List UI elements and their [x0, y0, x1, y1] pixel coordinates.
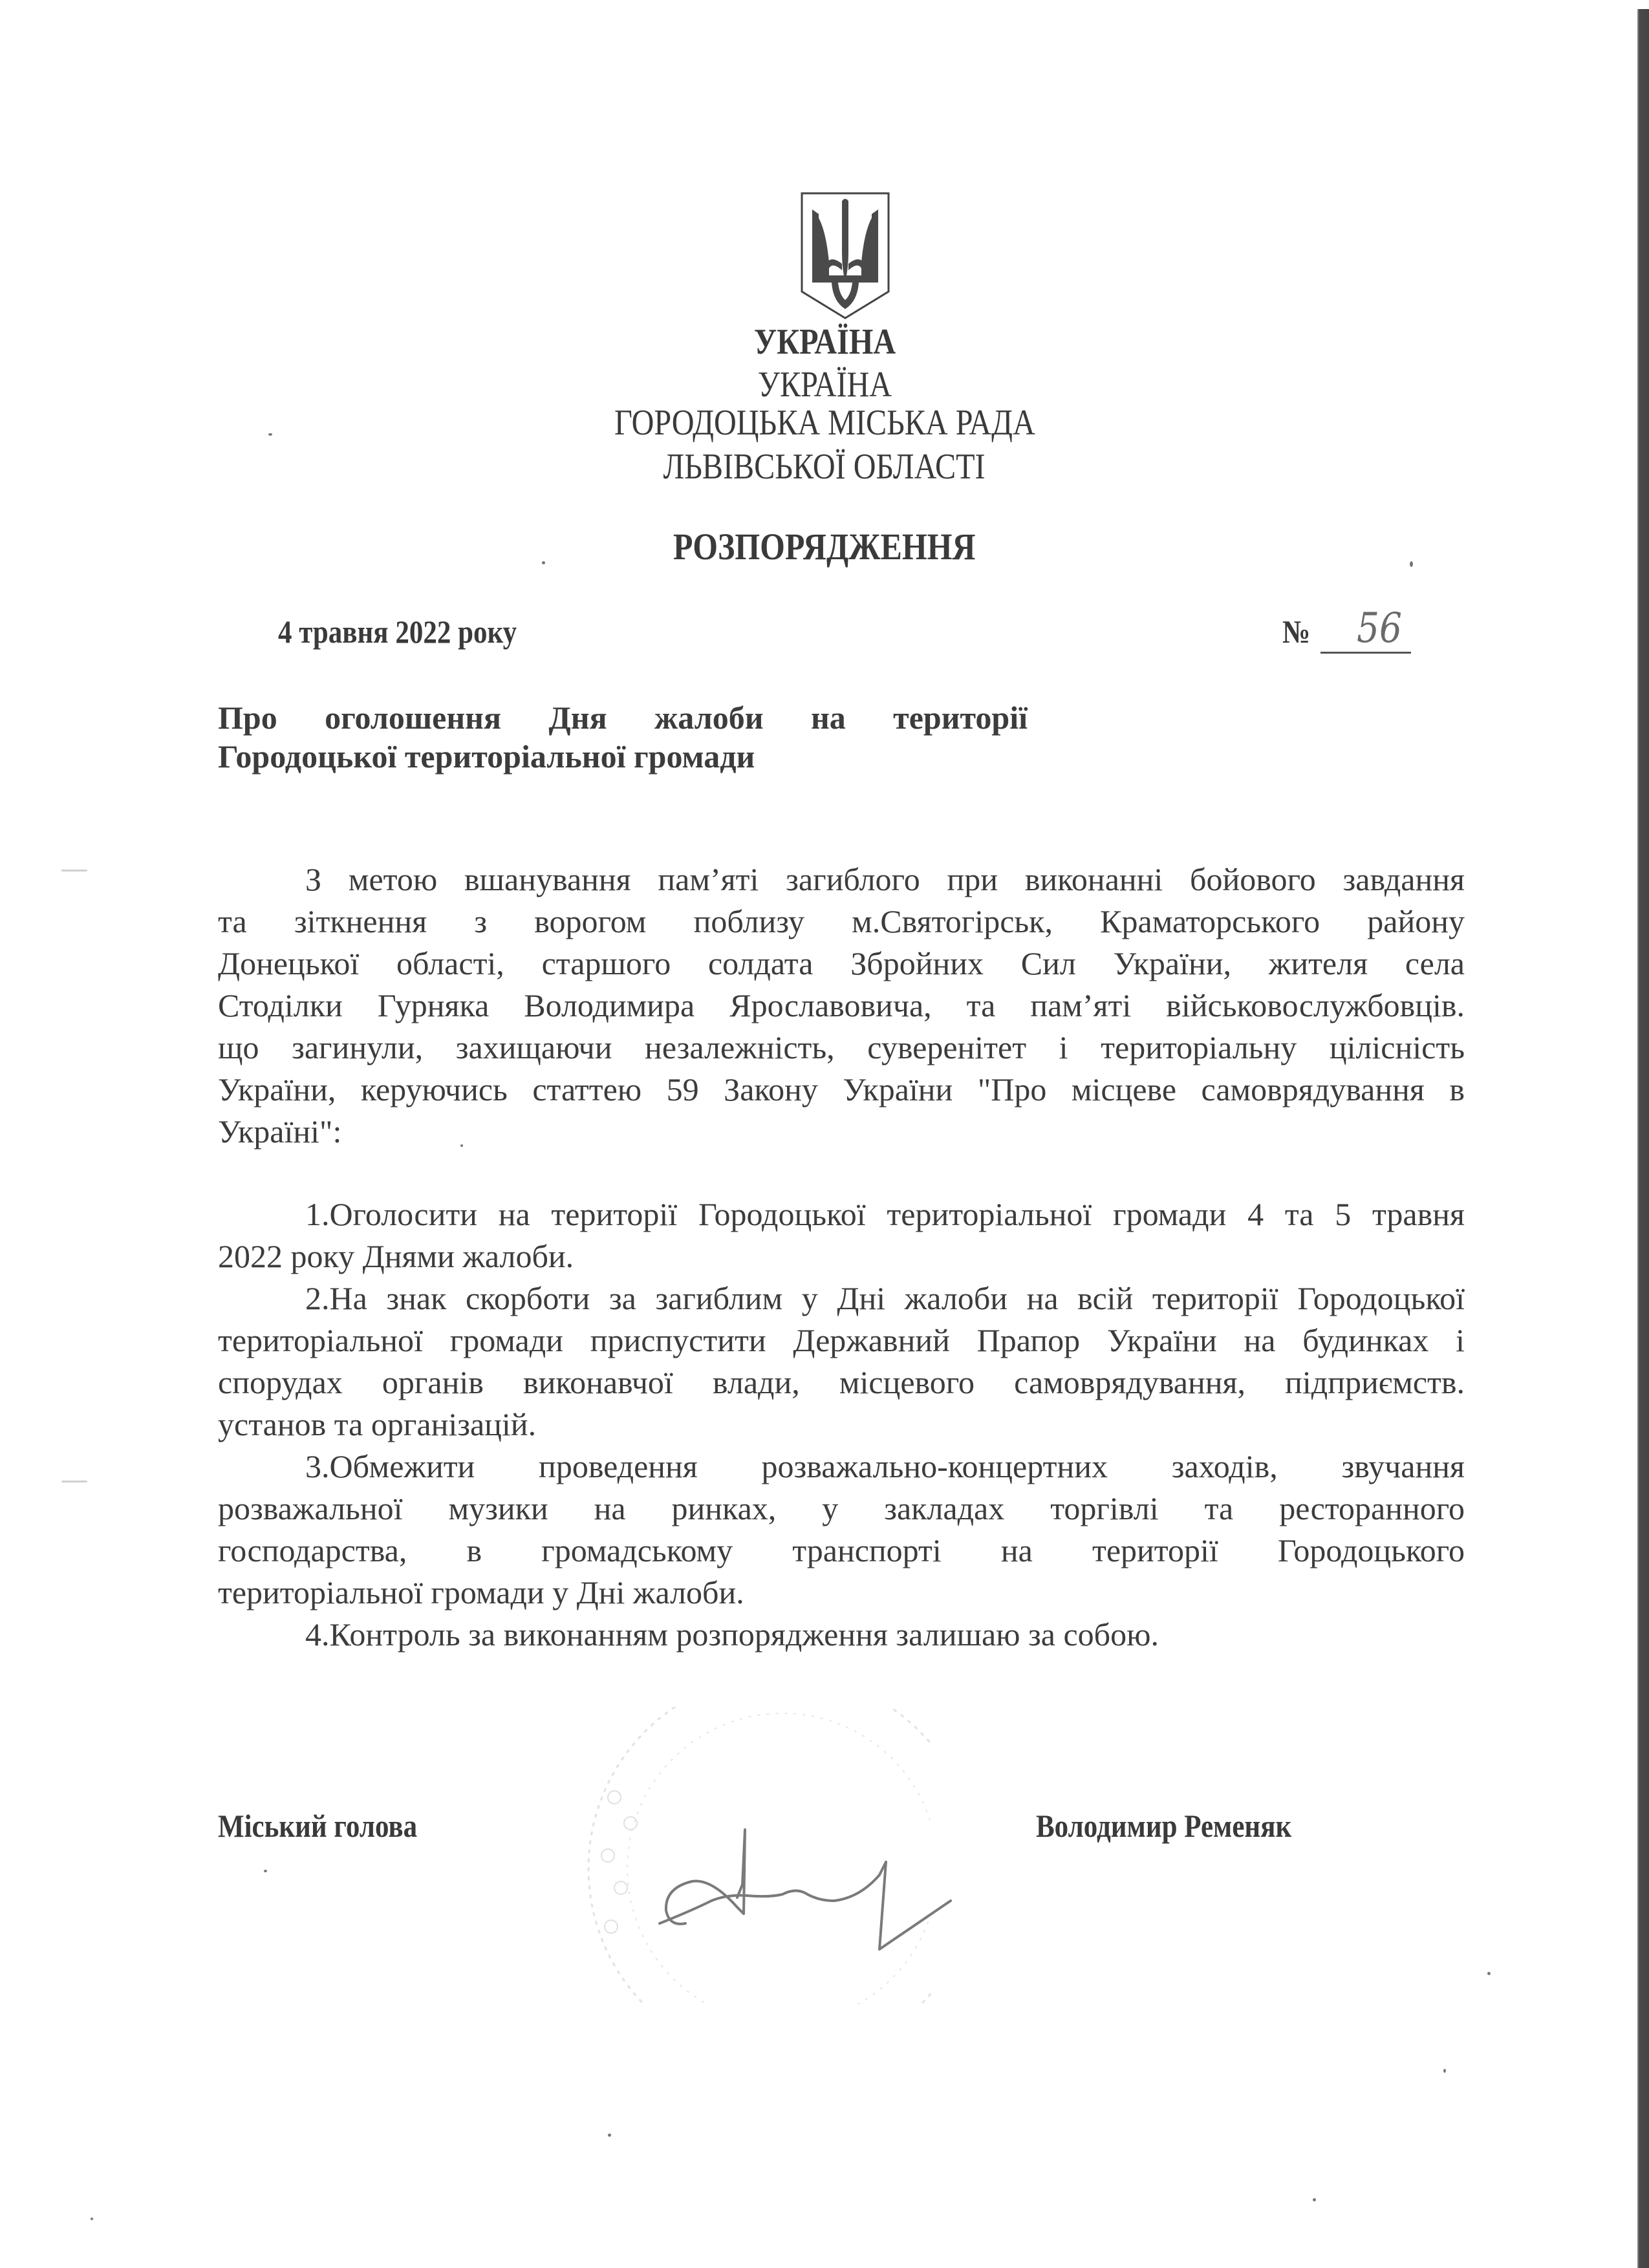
document-number-label: №	[1282, 614, 1311, 650]
scan-speck	[91, 2218, 93, 2220]
signatory-name: Володимир Ременяк	[1036, 1808, 1292, 1844]
scan-speck	[608, 2134, 611, 2137]
scan-speck	[460, 1144, 463, 1147]
scan-speck	[268, 433, 272, 436]
item-line: 1.Оголосити на території Городоцької територіальної громади 4 та 5 травня	[305, 1196, 1465, 1232]
item-line: розважальної музики на ринках, у закладах торгівлі та ресторанного	[218, 1490, 1465, 1526]
scan-mark	[61, 870, 87, 872]
preamble-line: Донецької області, старшого солдата Збройних Сил України, жителя села	[218, 945, 1465, 981]
document-date: 4 травня 2022 року	[278, 614, 517, 650]
item-line: 4.Контроль за виконанням розпорядження залишаю за собою.	[305, 1616, 1159, 1653]
scan-mark	[61, 1481, 87, 1482]
preamble-line: Україні":	[218, 1113, 342, 1150]
preamble-line: що загинули, захищаючи незалежність, суверенітет і територіальну цілісність	[218, 1029, 1465, 1065]
item-line: установ та організацій.	[218, 1406, 537, 1442]
council-heading: ГОРОДОЦЬКА МІСЬКА РАДА	[614, 403, 1035, 443]
preamble-line: Стоділки Гурняка Володимира Ярославовича, та пам’яті військовослужбовців.	[218, 987, 1465, 1023]
scan-speck	[1313, 2198, 1316, 2201]
item-line: спорудах органів виконавчої влади, місцевого самоврядування, підприємств.	[218, 1364, 1465, 1400]
item-line: 3.Обмежити проведення розважально-концертних заходів, звучання	[305, 1448, 1465, 1484]
document-type-heading: РОЗПОРЯДЖЕННЯ	[673, 526, 976, 568]
scan-speck	[1443, 2069, 1446, 2073]
document-number-handwritten: 56	[1357, 604, 1403, 652]
scan-speck	[264, 1870, 267, 1872]
signatory-position: Міський голова	[218, 1808, 418, 1844]
scan-speck	[542, 561, 545, 564]
item-line: господарства, в громадському транспорті на території Городоцького	[218, 1532, 1465, 1568]
preamble-line: та зіткнення з ворогом поблизу м.Святогірськ, Краматорського району	[218, 903, 1465, 939]
title-line: Про оголошення Дня жалоби на території	[218, 700, 1028, 736]
preamble-line: З метою вшанування пам’яті загиблого при виконанні бойового завдання	[305, 861, 1465, 897]
country-heading-bold: УКРАЇНА	[753, 322, 896, 362]
country-heading: УКРАЇНА	[757, 365, 892, 405]
item-line: 2.На знак скорботи за загиблим у Дні жалоби на всій території Городоцької	[305, 1280, 1465, 1316]
title-line: Городоцької територіальної громади	[218, 738, 755, 775]
trident-coat-of-arms-icon	[799, 191, 891, 321]
preamble-line: України, керуючись статтею 59 Закону України "Про місцеве самоврядування в	[218, 1071, 1465, 1107]
handwritten-signature-icon	[614, 1784, 976, 1952]
item-line: територіальної громади приспустити Державний Прапор України на будинках і	[218, 1322, 1465, 1358]
scan-speck	[1487, 1972, 1491, 1975]
region-heading: ЛЬВІВСЬКОЇ ОБЛАСТІ	[663, 447, 986, 487]
item-line: 2022 року Днями жалоби.	[218, 1238, 574, 1274]
scan-speck	[1410, 561, 1413, 567]
item-line: територіальної громади у Дні жалоби.	[218, 1574, 744, 1610]
